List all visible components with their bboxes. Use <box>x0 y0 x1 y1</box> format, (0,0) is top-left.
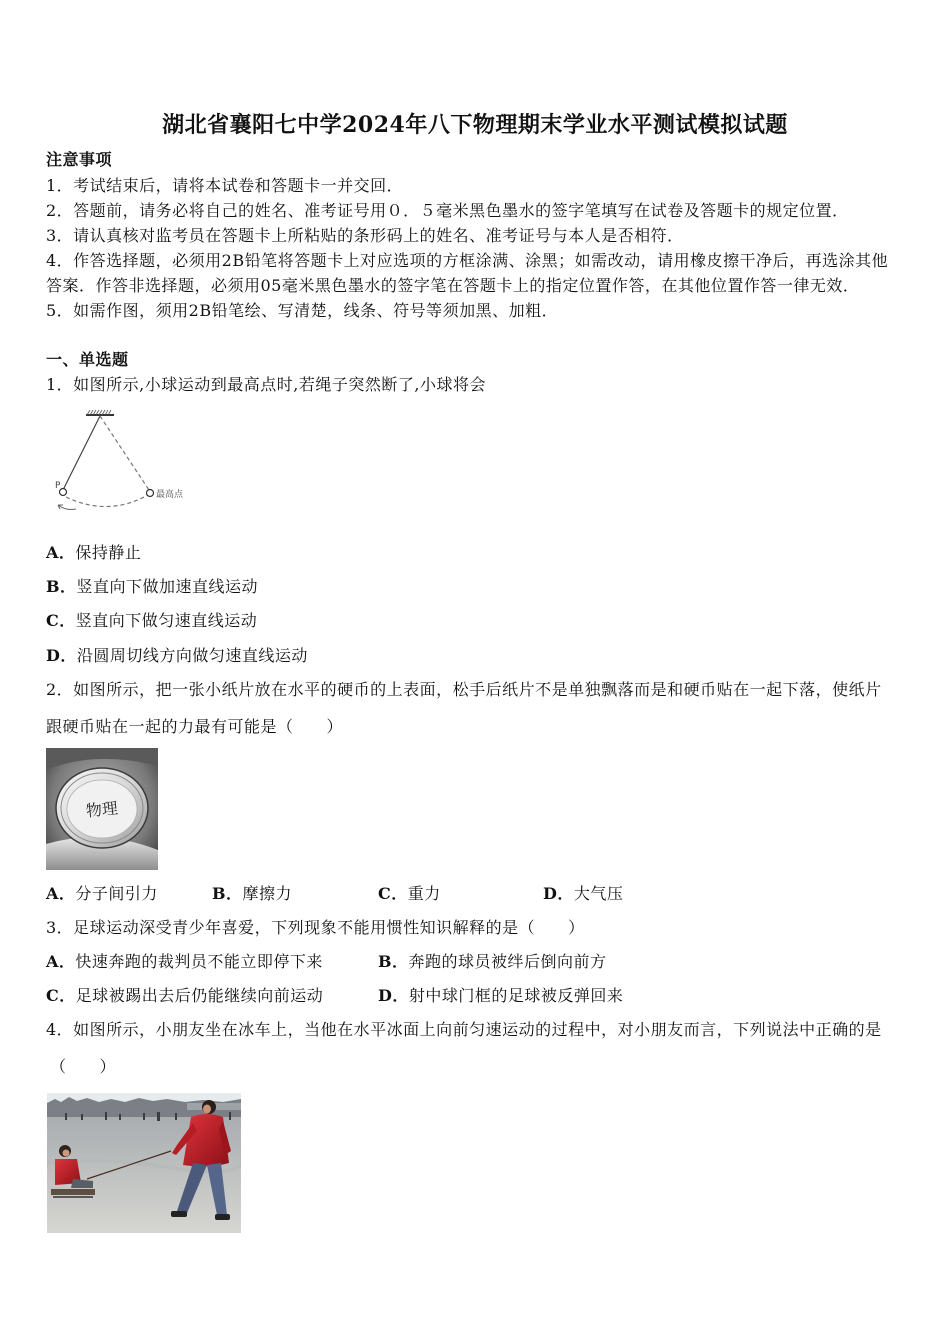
option-letter: B． <box>212 884 243 903</box>
q3-option-a <box>46 952 323 972</box>
exam-title: 湖北省襄阳七中学2024年八下物理期末学业水平测试模拟试题 <box>162 112 788 138</box>
notice-item-2: 2．答题前，请务必将自己的姓名、准考证号用０．５毫米黑色墨水的签字笔填写在试卷及答题卡的规定位置． <box>46 201 849 220</box>
question-4-stem-line-1: 4．如图所示，小朋友坐在冰车上，当他在水平冰面上向前匀速运动的过程中，对小朋友而言，下列说法中正确的是 <box>46 1020 882 1039</box>
option-letter: A． <box>46 952 76 971</box>
option-text: 重力 <box>407 884 441 903</box>
motion-arrow-icon <box>58 505 76 510</box>
option-letter: B． <box>46 577 77 596</box>
adult-shoe-right <box>215 1214 230 1220</box>
notice-item-4-line-1: 4．作答选择题，必须用2B铅笔将答题卡上对应选项的方框涂满、涂黑；如需改动，请用橡皮擦干净后，再选涂其他 <box>46 251 889 270</box>
q1-option-d <box>46 646 308 666</box>
label-start: P <box>55 481 61 491</box>
option-letter: A． <box>46 884 76 903</box>
q2-option-c <box>378 884 441 904</box>
option-text: 足球被踢出去后仍能继续向前运动 <box>75 986 324 1005</box>
notice-item-4-line-2: 答案．作答非选择题，必须用05毫米黑色墨水的签字笔在答题卡上的指定位置作答，在其他位置作答一律无效． <box>46 276 860 295</box>
pendulum-string-dashed <box>100 416 149 490</box>
q3-option-d <box>378 986 623 1006</box>
q1-option-a <box>46 543 141 563</box>
option-letter: D． <box>543 884 574 903</box>
notice-heading: 注意事项 <box>46 150 113 169</box>
q1-option-b <box>46 577 258 597</box>
q1-option-c <box>46 611 257 631</box>
option-text: 快速奔跑的裁判员不能立即停下来 <box>75 952 323 971</box>
swing-arc <box>66 495 148 507</box>
option-text: 摩擦力 <box>242 884 293 903</box>
notice-item-5: 5．如需作图，须用2B铅笔绘、写清楚，线条、符号等须加黑、加粗． <box>46 301 559 320</box>
option-letter: C． <box>378 884 408 903</box>
ball-start <box>60 489 67 496</box>
question-4-stem-line-2: （ ） <box>50 1057 117 1076</box>
coin-photo <box>46 748 158 870</box>
option-letter: C． <box>46 611 76 630</box>
option-letter: A． <box>46 543 76 562</box>
adult-face <box>203 1105 211 1114</box>
pendulum-figure <box>46 405 206 525</box>
option-text: 大气压 <box>573 884 624 903</box>
q2-option-d <box>543 884 623 904</box>
q2-option-b <box>212 884 292 904</box>
option-text: 竖直向下做匀速直线运动 <box>75 611 258 630</box>
option-letter: D． <box>46 646 77 665</box>
coin-label: 物理 <box>85 798 119 821</box>
notice-item-3: 3．请认真核对监考员在答题卡上所粘贴的条形码上的姓名、准考证号与本人是否相符． <box>46 226 684 245</box>
option-letter: B． <box>378 952 409 971</box>
option-letter: C． <box>46 986 76 1005</box>
question-2-stem-line-1: 2．如图所示，把一张小纸片放在水平的硬币的上表面，松手后纸片不是单独飘落而是和硬币贴在一起下落，使纸片 <box>46 680 882 699</box>
ice-sled-photo <box>47 1093 241 1233</box>
question-2-stem-line-2: 跟硬币贴在一起的力最有可能是（ ） <box>46 717 344 736</box>
option-text: 沿圆周切线方向做匀速直线运动 <box>76 646 308 665</box>
label-highest-point: 最高点 <box>156 490 184 500</box>
option-text: 分子间引力 <box>75 884 158 903</box>
pendulum-string <box>64 416 100 488</box>
q2-option-a <box>46 884 158 904</box>
option-text: 保持静止 <box>75 543 142 562</box>
question-3-stem: 3．足球运动深受青少年喜爱，下列现象不能用惯性知识解释的是（ ） <box>46 918 585 937</box>
q3-option-c <box>46 986 323 1006</box>
option-text: 奔跑的球员被绊后倒向前方 <box>408 952 607 971</box>
sled <box>51 1189 95 1195</box>
ball-highest-point <box>147 490 154 497</box>
option-text: 竖直向下做加速直线运动 <box>76 577 259 596</box>
adult-shoe-left <box>171 1211 187 1217</box>
notice-item-1: 1．考试结束后，请将本试卷和答题卡一并交回． <box>46 176 404 195</box>
option-letter: D． <box>378 986 409 1005</box>
question-1-stem: 1．如图所示,小球运动到最高点时,若绳子突然断了,小球将会 <box>46 375 486 394</box>
section-heading: 一、单选题 <box>46 350 129 369</box>
option-text: 射中球门框的足球被反弹回来 <box>408 986 624 1005</box>
q3-option-b <box>378 952 607 972</box>
child-face <box>63 1150 70 1157</box>
